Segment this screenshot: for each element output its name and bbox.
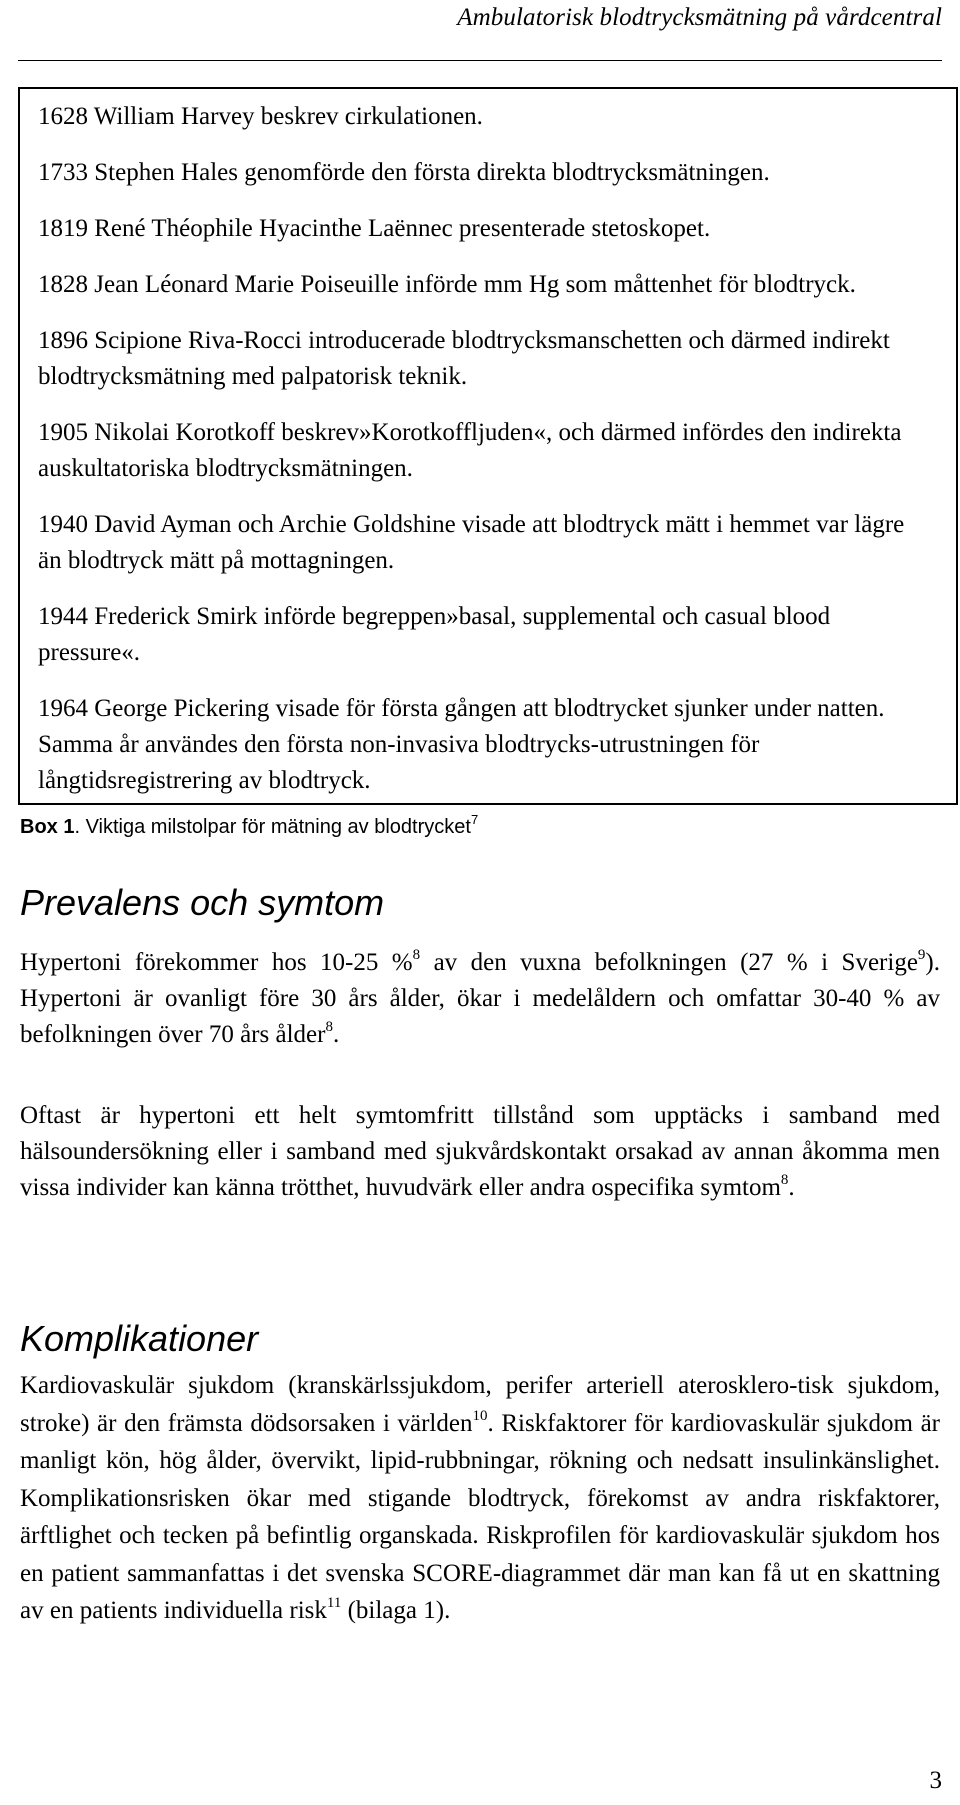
caption-reference: 7 xyxy=(470,812,479,827)
caption-text: . Viktiga milstolpar för mätning av blodtrycket xyxy=(74,816,471,838)
paragraph-komplikationer xyxy=(20,1367,940,1630)
milestone-entry: 1940 David Ayman och Archie Goldshine visade att blodtryck mätt i hemmet var lägre än blodtryck mätt på mottagningen. xyxy=(38,511,905,574)
paragraph-symtom xyxy=(20,1098,940,1206)
text-run: Hypertoni förekommer hos 10-25 % xyxy=(20,949,413,976)
reference-superscript: 8 xyxy=(325,1019,333,1035)
text-run: (bilaga 1). xyxy=(341,1597,451,1624)
reference-superscript: 8 xyxy=(780,1172,789,1188)
reference-superscript: 8 xyxy=(412,947,421,963)
text-run: Oftast är hypertoni ett helt symtomfritt tillstånd som upptäcks i samband med hälsoundersökning eller i samband med sjukvårdskontakt orsakad av annan åkomma men vissa individer kan känna trötthet, huvudvärk eller andra ospecifika symtom xyxy=(20,1102,940,1201)
milestone-entry: 1819 René Théophile Hyacinthe Laënnec presenterade stetoskopet. xyxy=(38,215,711,242)
paragraph-prevalens xyxy=(20,945,940,1053)
text-run: . xyxy=(788,1174,795,1201)
text-run: ). Hypertoni är ovanligt före 30 års ålder, ökar i medelåldern och omfattar 30-40 % av befolkningen över 70 års ålder xyxy=(20,949,940,1048)
milestone-entry: 1733 Stephen Hales genomförde den första direkta blodtrycksmätningen. xyxy=(38,159,770,186)
section-heading-komplikationer: Komplikationer xyxy=(20,1318,259,1359)
reference-superscript: 9 xyxy=(917,947,926,963)
text-run: Kardiovaskulär sjukdom (kranskärlssjukdom, perifer arteriell aterosklero-tisk sjukdom, stroke) är den främsta dödsorsaken i världen xyxy=(20,1372,940,1437)
milestone-entry: 1896 Scipione Riva-Rocci introducerade blodtrycksmanschetten och därmed indirekt blodtrycksmätning med palpatorisk teknik. xyxy=(38,327,890,390)
reference-superscript: 10 xyxy=(472,1407,488,1424)
running-header: Ambulatorisk blodtrycksmätning på vårdcentral xyxy=(457,4,942,31)
caption-label: Box 1 xyxy=(20,816,75,838)
reference-superscript: 11 xyxy=(326,1595,342,1611)
milestones-box xyxy=(18,87,958,805)
page-number: 3 xyxy=(929,1767,942,1794)
text-run: av den vuxna befolkningen (27 % i Sverige xyxy=(420,949,918,976)
milestone-entry: 1944 Frederick Smirk införde begreppen»basal, supplemental och casual blood pressure«. xyxy=(38,603,831,666)
milestone-entry: 1828 Jean Léonard Marie Poiseuille införde mm Hg som måttenhet för blodtryck. xyxy=(38,271,856,298)
milestone-entry: 1905 Nikolai Korotkoff beskrev»Korotkoffljuden«, och därmed infördes den indirekta auskultatoriska blodtrycksmätningen. xyxy=(38,419,902,482)
section-heading-prevalens: Prevalens och symtom xyxy=(20,882,385,923)
text-run: . Riskfaktorer för kardiovaskulär sjukdom är manligt kön, hög ålder, övervikt, lipid-rubbningar, rökning och nedsatt insulinkänslighet. Komplikationsrisken ökar med stigande blodtryck, förekomst av andra riskfaktorer, ärftlighet och tecken på befintlig organskada. Riskprofilen för kardiovaskulär sjukdom hos en patient sammanfattas i det svenska SCORE-diagrammet där man kan få ut en skattning av en patients individuella risk xyxy=(20,1409,940,1624)
milestone-entry: 1964 George Pickering visade för första gången att blodtrycket sjunker under natten. Samma år användes den första non-invasiva blodtrycks-utrustningen för långtidsregistrering av blodtryck. xyxy=(38,695,885,794)
milestone-entry: 1628 William Harvey beskrev cirkulationen. xyxy=(38,103,483,130)
text-run: . xyxy=(332,1021,340,1048)
header-rule xyxy=(18,60,942,61)
box-caption xyxy=(20,812,478,839)
